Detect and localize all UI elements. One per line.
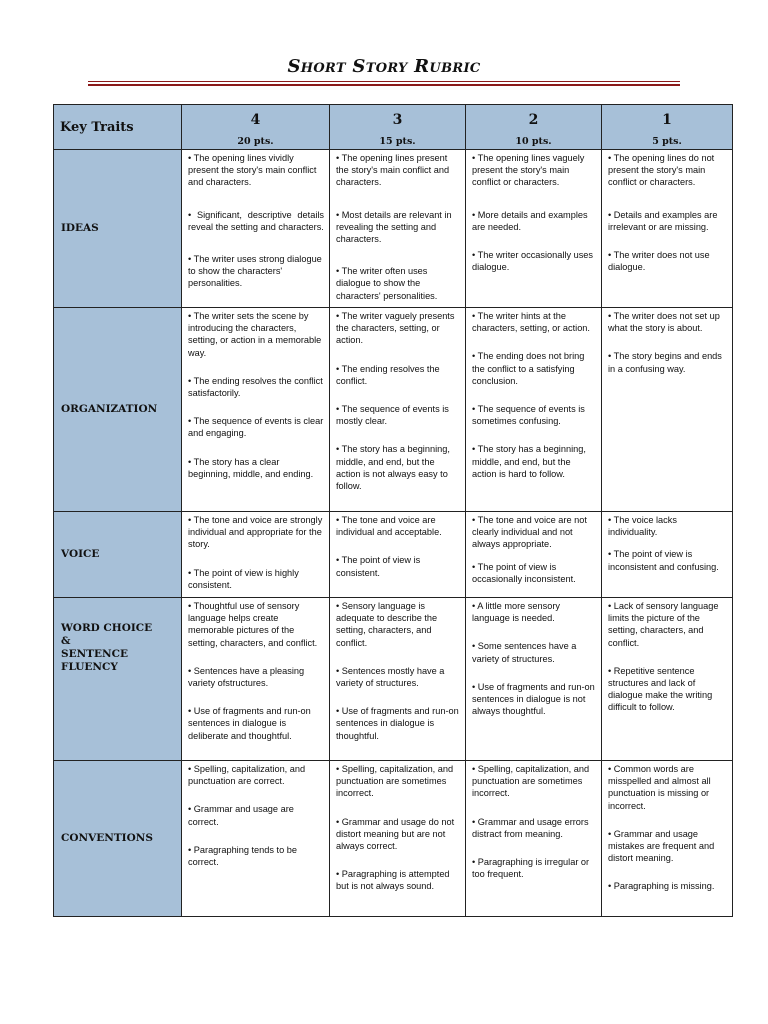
- key-traits-header: Key Traits: [54, 105, 182, 150]
- level-4-header: [182, 105, 330, 150]
- criteria-cell: [330, 761, 466, 917]
- criterion: • The ending resolves the conflict.: [336, 363, 440, 386]
- criterion: • Spelling, capitalization, and punctuation are sometimes incorrect.: [472, 764, 590, 799]
- criterion: • Spelling, capitalization, and punctuation are sometimes incorrect.: [336, 764, 454, 799]
- points-label: 15 pts.: [379, 136, 416, 147]
- criterion: • Common words are misspelled and almost all punctuation is missing or incorrect.: [608, 764, 711, 811]
- criteria-cell: [182, 598, 330, 761]
- criterion: • Sentences mostly have a variety of structures.: [336, 665, 445, 689]
- criteria-cell: [602, 598, 733, 761]
- criteria-cell: [330, 308, 466, 512]
- trait-line: SENTENCE: [61, 648, 128, 660]
- criteria-cell: [466, 150, 602, 308]
- criteria-cell: [182, 308, 330, 512]
- rubric-row-conventions: [54, 761, 733, 917]
- criterion: • Grammar and usage are correct.: [188, 804, 294, 827]
- criterion: • The ending does not bring the conflict to a satisfying conclusion.: [472, 351, 585, 386]
- criteria-cell: [182, 512, 330, 598]
- criterion: • The writer hints at the characters, setting, or action.: [472, 311, 590, 334]
- criterion: • Repetitive sentence structures and lack of dialogue make the writing difficult to follow.: [608, 665, 713, 713]
- criterion: • The story has a clear beginning, middle, and ending.: [188, 456, 314, 479]
- criteria-cell: [466, 761, 602, 917]
- criteria-cell: [466, 512, 602, 598]
- criterion: • Grammar and usage mistakes are frequent and distort meaning.: [608, 828, 715, 864]
- criterion: • Use of fragments and run-on sentences in dialogue is thoughtful.: [336, 706, 459, 741]
- rubric-row-voice: [54, 512, 733, 598]
- criterion: • The writer vaguely presents the characters, setting, or action.: [336, 311, 455, 346]
- criterion: • The point of view is inconsistent and confusing.: [608, 549, 719, 572]
- criterion: • Sensory language is adequate to describe the setting, characters, and conflict.: [336, 601, 438, 648]
- criteria-cell: [182, 761, 330, 917]
- criteria-cell: [602, 761, 733, 917]
- criterion: • Some sentences have a variety of structures.: [472, 641, 577, 664]
- criterion: • Sentences have a pleasing variety ofstructures.: [188, 665, 305, 689]
- rubric-row-ideas: [54, 150, 733, 308]
- criterion: • More details and examples are needed.: [472, 209, 588, 232]
- criterion: • Use of fragments and run-on sentences in dialogue is not always thoughtful.: [472, 681, 595, 717]
- criteria-cell: [602, 308, 733, 512]
- criterion: • The sequence of events is sometimes confusing.: [472, 404, 585, 427]
- rubric-table: [53, 104, 733, 917]
- trait-organization: ORGANIZATION: [54, 308, 182, 512]
- score-label: 1: [662, 112, 672, 128]
- trait-line: &: [61, 635, 71, 647]
- criterion: • Lack of sensory language limits the picture of the setting, characters, and conflict.: [608, 601, 719, 648]
- trait-line: FLUENCY: [61, 661, 118, 673]
- criterion: • The opening lines do not present the story's main conflict or characters.: [608, 153, 715, 188]
- criterion: • The writer does not use dialogue.: [608, 250, 710, 273]
- criteria-cell: [602, 512, 733, 598]
- criterion: • The tone and voice are individual and acceptable.: [336, 515, 442, 538]
- trait-conventions: CONVENTIONS: [54, 761, 182, 917]
- criterion: • Use of fragments and run-on sentences in dialogue is deliberate and thoughtful.: [188, 706, 311, 741]
- trait-voice: VOICE: [54, 512, 182, 598]
- criterion: • The point of view is highly consistent.: [188, 567, 299, 590]
- criterion: • The opening lines vaguely present the story's main conflict or characters.: [472, 153, 585, 188]
- title-rule-top: [88, 81, 680, 82]
- criteria-cell: [602, 150, 733, 308]
- criteria-cell: [182, 150, 330, 308]
- rubric-row-organization: [54, 308, 733, 512]
- criterion: • Paragraphing is missing.: [608, 881, 715, 892]
- level-2-header: [466, 105, 602, 150]
- criterion: • The opening lines vividly present the story's main conflict and characters.: [188, 153, 317, 188]
- level-1-header: [602, 105, 733, 150]
- criterion: • The writer does not set up what the story is about.: [608, 311, 720, 334]
- trait-line: WORD CHOICE: [61, 622, 153, 634]
- score-label: 2: [528, 112, 539, 128]
- criterion: • The writer sets the scene by introducing the characters, setting, or action in a memorable way.: [188, 311, 322, 358]
- criterion: • The tone and voice are not clearly individual and not always appropriate.: [472, 515, 587, 550]
- header-row: [54, 105, 733, 150]
- score-label: 4: [250, 112, 261, 128]
- criterion: • Paragraphing is irregular or too frequent.: [472, 857, 590, 880]
- criteria-cell: [330, 150, 466, 308]
- criterion: • The writer occasionally uses dialogue.: [472, 250, 594, 273]
- criterion: • The ending resolves the conflict satisfactorily.: [188, 375, 323, 399]
- criteria-cell: [466, 598, 602, 761]
- criterion: • The sequence of events is clear and engaging.: [188, 416, 324, 439]
- points-label: 5 pts.: [652, 136, 682, 147]
- criteria-cell: [330, 512, 466, 598]
- points-label: 20 pts.: [237, 136, 274, 147]
- title-rule-bottom: [88, 84, 680, 86]
- rubric-row-word-choice: [54, 598, 733, 761]
- criterion: • The story has a beginning, middle, and end, but the action is not always easy to follow.: [336, 444, 450, 492]
- level-3-header: [330, 105, 466, 150]
- criterion: • Significant, descriptive details reveal the setting and characters.: [188, 209, 324, 232]
- criterion: • The story begins and ends in a confusing way.: [608, 351, 722, 374]
- criterion: • A little more sensory language is needed.: [472, 601, 560, 624]
- criterion: • The voice lacks individuality.: [608, 515, 677, 538]
- criterion: • Thoughtful use of sensory language helps create memorable pictures of the setting, characters, and conflict.: [188, 601, 318, 648]
- page-title: Short Story Rubric: [287, 56, 481, 77]
- criterion: • Paragraphing is attempted but is not always sound.: [336, 869, 450, 892]
- criteria-cell: [330, 598, 466, 761]
- criterion: • Grammar and usage do not distort meaning but are not always correct.: [336, 816, 455, 852]
- criterion: • Spelling, capitalization, and punctuation are correct.: [188, 764, 306, 787]
- score-label: 3: [392, 112, 403, 128]
- criterion: • The writer uses strong dialogue to show the characters' personalities.: [188, 254, 322, 289]
- criterion: • The sequence of events is mostly clear.: [336, 404, 449, 427]
- criterion: • The story has a beginning, middle, and end, but the action is hard to follow.: [472, 444, 586, 479]
- criterion: • The point of view is consistent.: [336, 555, 421, 578]
- criterion: • Grammar and usage errors distract from meaning.: [472, 816, 589, 839]
- criterion: • Paragraphing tends to be correct.: [188, 844, 297, 868]
- criteria-cell: [466, 308, 602, 512]
- criterion: • The tone and voice are strongly individual and appropriate for the story.: [188, 515, 323, 550]
- points-label: 10 pts.: [515, 136, 552, 147]
- criterion: • The point of view is occasionally inconsistent.: [472, 561, 576, 584]
- criterion: • Most details are relevant in revealing the setting and characters.: [336, 209, 452, 245]
- criterion: • The writer often uses dialogue to show the characters' personalities.: [336, 266, 438, 301]
- criterion: • Details and examples are irrelevant or are missing.: [608, 209, 718, 232]
- criterion: • The opening lines present the story's main conflict and characters.: [336, 153, 450, 188]
- trait-word-choice-sentence-fluency: [54, 598, 182, 761]
- trait-ideas: IDEAS: [54, 150, 182, 308]
